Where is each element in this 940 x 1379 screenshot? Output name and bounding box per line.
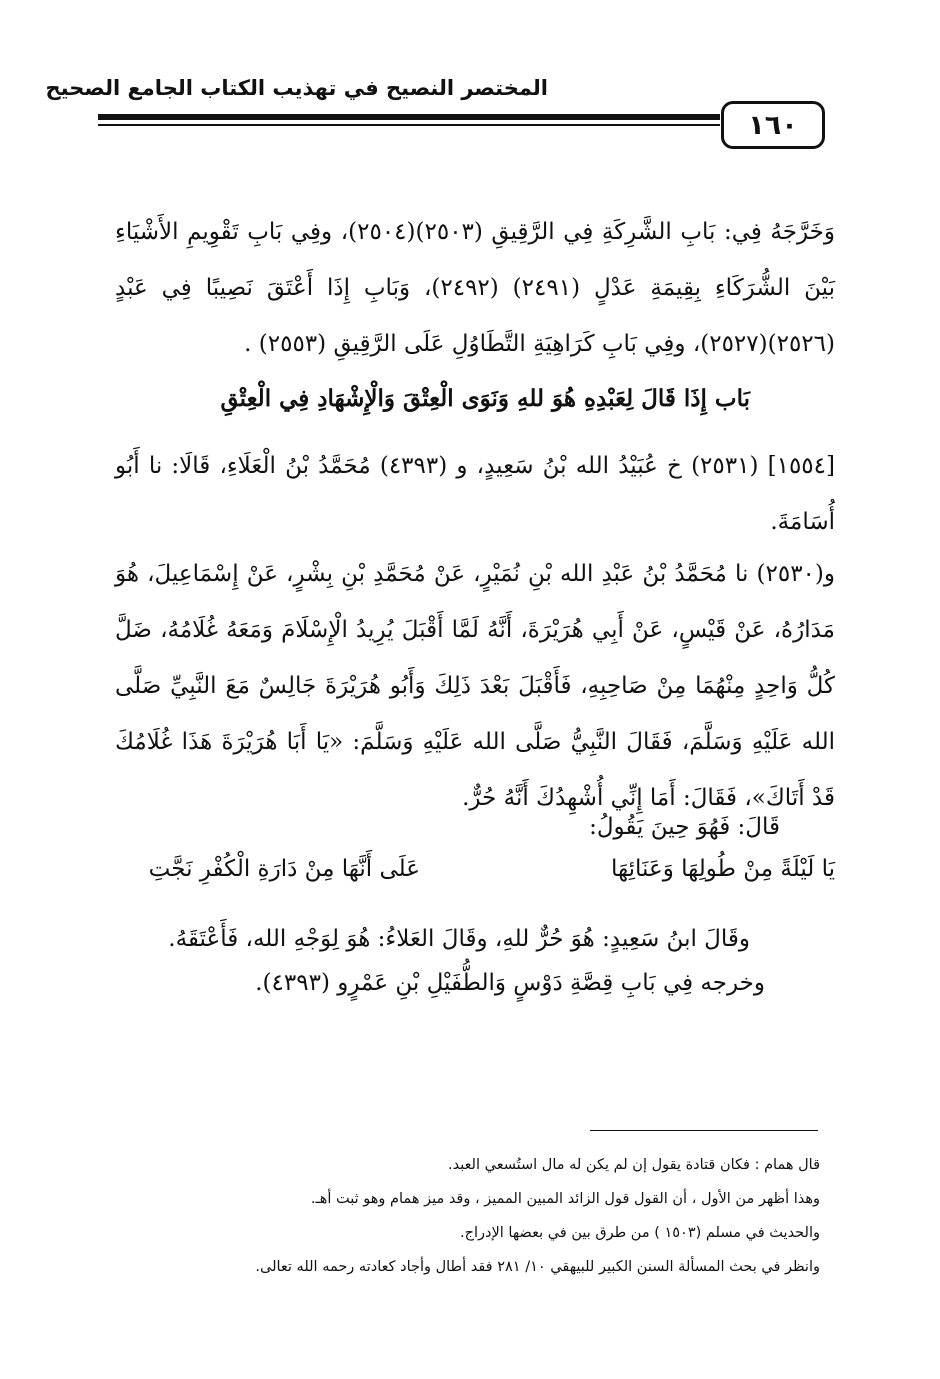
header-rule-thin bbox=[98, 124, 720, 126]
header-rule bbox=[98, 114, 720, 120]
footnote-line: والحديث في مسلم (١٥٠٣ ) من طرق بين في بعضها الإدراج. bbox=[460, 1225, 820, 1241]
running-title: المختصر النصيح في تهذيب الكتاب الجامع الصحيح bbox=[45, 76, 548, 100]
footnote-line: وهذا أظهر من الأول ، أن القول قول الزائد المبين المميز ، وقد ميز همام وهو ثبت أهـ. bbox=[310, 1191, 820, 1207]
chapter-title: بَاب إِذَا قَالَ لِعَبْدِهِ هُوَ للهِ وَنَوَى الْعِتْقَ وَالْإِشْهَادِ فِي الْعِتْقِ bbox=[220, 385, 750, 412]
page-number: ١٦٠ bbox=[721, 101, 825, 149]
verse-intro: قَالَ: فَهُوَ حِينَ يَقُولُ: bbox=[589, 814, 780, 840]
hadith-paragraph: و(٢٥٣٠) نا مُحَمَّدُ بْنُ عَبْدِ الله بْنِ نُمَيْرٍ، عَنْ مُحَمَّدِ بْنِ بِشْرٍ، عَنْ إِسْمَاعِيلَ، هُوَ مَدَارُهُ، عَنْ قَيْسٍ، عَنْ أَبِي هُرَيْرَةَ، أَنَّهُ لَمَّا أَقْبَلَ يُرِيدُ الْإِسْلَامَ وَمَعَهُ غُلَامُهُ، ضَلَّ كُلُّ وَاحِدٍ مِنْهُمَا مِنْ صَاحِبِهِ، فَأَقْبَلَ بَعْدَ ذَلِكَ وَأَبُو هُرَيْرَةَ جَالِسٌ مَعَ النَّبِيِّ صَلَّى الله عَلَيْهِ وَسَلَّمَ، فَقَالَ النَّبِيُّ صَلَّى الله عَلَيْهِ وَسَلَّمَ: «يَا أَبَا هُرَيْرَةَ هَذَا غُلَامُكَ قَدْ أَتَاكَ»، فَقَالَ: أَمَا إِنِّي أُشْهِدُكَ أَنَّهُ حُرٌّ. bbox=[115, 561, 835, 811]
footnote-line: قال همام : فكان قتادة يقول إن لم يكن له مال استُسعي العبد. bbox=[447, 1157, 820, 1173]
isnad-paragraph: [١٥٥٤] (٢٥٣١) خ عُبَيْدُ الله بْنُ سَعِيدٍ، و (٤٣٩٣) مُحَمَّدُ بْنُ الْعَلَاءِ، قَالَا: نا أَبُو أُسَامَةَ. bbox=[115, 453, 835, 535]
intro-paragraph: وَخَرَّجَهُ فِي: بَابِ الشَّرِكَةِ فِي الرَّقِيقِ (٢٥٠٣)(٢٥٠٤)، وفِي بَابِ تَقْوِيمِ الأَشْيَاءِ بَيْنَ الشُّرَكَاءِ بِقِيمَةِ عَدْلٍ (٢٤٩١) (٢٤٩٢)، وَبَابِ إِذَا أَعْتَقَ نَصِيبًا فِي عَبْدٍ (٢٥٢٦)(٢٥٢٧)، وفِي بَابِ كَرَاهِيَةِ التَّطَاوُلِ عَلَى الرَّقِيقِ (٢٥٥٣) . bbox=[115, 219, 835, 357]
footnote-line: وانظر في بحث المسألة السنن الكبير للبيهقي ١٠/ ٢٨١ فقد أطال وأجاد كعادته رحمه الله تعالى. bbox=[255, 1259, 820, 1275]
footnote-separator bbox=[590, 1130, 818, 1131]
verse-hemistich-second: عَلَى أَنَّهَا مِنْ دَارَةِ الْكُفْرِ نَجَّتِ bbox=[148, 856, 420, 882]
verse-hemistich-first: يَا لَيْلَةً مِنْ طُولِهَا وَعَنَائِهَا bbox=[611, 856, 835, 882]
closing-line: وقَالَ ابنُ سَعِيدٍ: هُوَ حُرٌّ للهِ، وقَالَ العَلاءُ: هُوَ لِوَجْهِ الله، فَأَعْتَقَهُ. bbox=[168, 926, 750, 952]
reference-line: وخرجه فِي بَابِ قِصَّةِ دَوْسٍ وَالطُّفَيْلِ بْنِ عَمْرٍو (٤٣٩٣). bbox=[255, 970, 765, 996]
footnotes bbox=[120, 1148, 820, 1284]
